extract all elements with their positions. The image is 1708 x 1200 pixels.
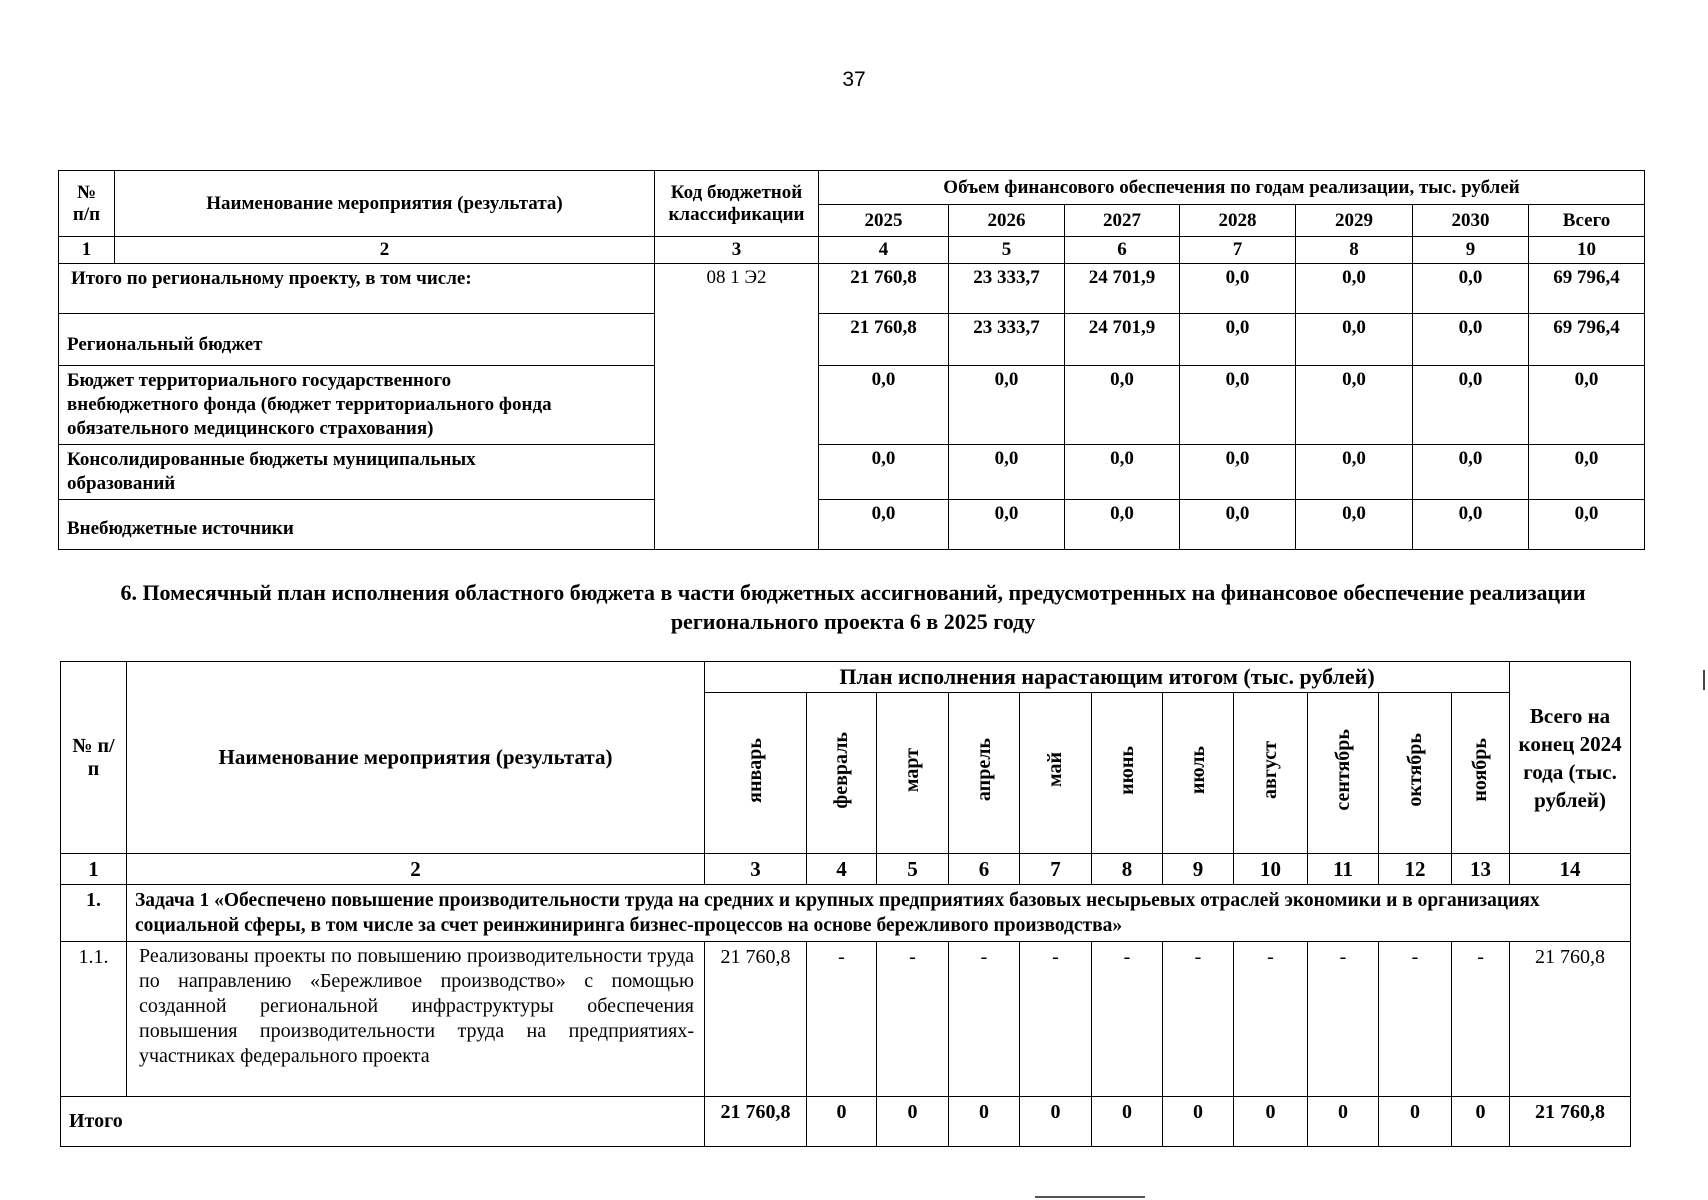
year-header: 2025 [819, 205, 949, 237]
index-cell: 8 [1092, 854, 1163, 885]
month-total: 0 [1379, 1097, 1452, 1147]
value-cell: 0,0 [1180, 366, 1296, 445]
index-cell: 5 [949, 237, 1065, 264]
footer-line [1035, 1196, 1145, 1198]
month-total: 0 [807, 1097, 877, 1147]
value-cell: 0,0 [949, 500, 1065, 550]
month-value: - [1092, 942, 1163, 1097]
month-header [949, 693, 1020, 854]
value-cell: 0,0 [1065, 366, 1180, 445]
value-cell: 0,0 [1529, 366, 1645, 445]
year-header: Всего [1529, 205, 1645, 237]
month-total: 0 [1020, 1097, 1092, 1147]
index-cell: 9 [1413, 237, 1529, 264]
grand-total: 21 760,8 [1510, 1097, 1631, 1147]
value-cell: 0,0 [949, 445, 1065, 500]
month-header [1020, 693, 1092, 854]
col-volume-header: Объем финансового обеспечения по годам реализации, тыс. рублей [819, 171, 1645, 205]
col-total-header: Всего на конец 2024 года (тыс. рублей) [1510, 662, 1631, 854]
index-cell: 4 [819, 237, 949, 264]
index-cell: 12 [1379, 854, 1452, 885]
month-value: - [807, 942, 877, 1097]
monthly-plan-table [60, 661, 1631, 1147]
section-heading: 6. Помесячный план исполнения областного бюджета в части бюджетных ассигнований, предусмотренных на финансовое обеспечение реализации регионального проекта 6 в 2025 году [120, 580, 1586, 634]
index-cell: 10 [1529, 237, 1645, 264]
month-header [1452, 693, 1510, 854]
row-label [59, 366, 655, 445]
total-label: Итого [61, 1097, 705, 1147]
activity-name: Реализованы проекты по повышению производительности труда по направлению «Бережливое производство» с помощью созданной региональной инфраструктуры обеспечения повышения производительности труда на предприятиях-участниках федерального проекта [127, 942, 705, 1097]
month-label: январь [744, 737, 766, 803]
index-cell: 3 [705, 854, 807, 885]
month-total: 0 [1452, 1097, 1510, 1147]
year-header: 2027 [1065, 205, 1180, 237]
value-cell: 0,0 [819, 445, 949, 500]
year-header: 2029 [1296, 205, 1413, 237]
value-cell: 0,0 [1065, 445, 1180, 500]
task-number: 1. [61, 885, 127, 942]
table-row [59, 445, 1645, 500]
month-label: октябрь [1403, 733, 1426, 807]
row-label: Итого по региональному проекту, в том числе: [59, 264, 655, 314]
total-row [61, 1097, 1631, 1147]
month-label: июнь [1115, 745, 1138, 795]
col-num-header: № п/п [61, 662, 127, 854]
value-cell: 0,0 [1529, 445, 1645, 500]
month-total: 0 [1092, 1097, 1163, 1147]
value-cell: 23 333,7 [949, 314, 1065, 366]
value-cell: 0,0 [1296, 264, 1413, 314]
month-header [877, 693, 949, 854]
index-cell: 6 [1065, 237, 1180, 264]
table-row [59, 366, 1645, 445]
month-value: - [1020, 942, 1092, 1097]
value-cell: 0,0 [1296, 500, 1413, 550]
value-cell: 0,0 [1413, 264, 1529, 314]
value-cell: 24 701,9 [1065, 314, 1180, 366]
col-name-header: Наименование мероприятия (результата) [115, 171, 655, 237]
index-cell: 11 [1308, 854, 1379, 885]
month-header [1163, 693, 1234, 854]
index-cell: 7 [1020, 854, 1092, 885]
value-cell: 0,0 [819, 500, 949, 550]
month-label: май [1044, 752, 1066, 788]
index-cell: 9 [1163, 854, 1234, 885]
task-row [61, 885, 1631, 942]
row-label [59, 445, 655, 500]
month-value: - [1452, 942, 1510, 1097]
month-label: август [1259, 741, 1281, 799]
budget-code: 08 1 Э2 [655, 264, 819, 550]
total-value: 21 760,8 [1510, 942, 1631, 1097]
year-header: 2026 [949, 205, 1065, 237]
value-cell: 0,0 [819, 366, 949, 445]
month-header [1234, 693, 1308, 854]
value-cell: 0,0 [1065, 500, 1180, 550]
page-number: 37 [842, 68, 866, 91]
financing-table [58, 170, 1645, 550]
year-header: 2030 [1413, 205, 1529, 237]
index-cell: 1 [59, 237, 115, 264]
value-cell: 23 333,7 [949, 264, 1065, 314]
activity-row [61, 942, 1631, 1097]
row-label-text: Консолидированные бюджеты муниципальных образований [67, 449, 476, 494]
month-value: - [1379, 942, 1452, 1097]
index-cell: 4 [807, 854, 877, 885]
row-label: Внебюджетные источники [59, 500, 655, 550]
value-cell: 0,0 [949, 366, 1065, 445]
index-cell: 3 [655, 237, 819, 264]
month-label: март [901, 747, 923, 793]
index-cell: 5 [877, 854, 949, 885]
row-label-text: Бюджет территориального государственного внебюджетного фонда (бюджет территориального фонда обязательного медицинского страхования) [67, 370, 552, 439]
col-num-header: № п/п [59, 171, 115, 237]
activity-number: 1.1. [61, 942, 127, 1097]
month-total: 0 [949, 1097, 1020, 1147]
value-cell: 24 701,9 [1065, 264, 1180, 314]
table-row [59, 264, 1645, 314]
col-code-header: Код бюджетной классификации [655, 171, 819, 237]
value-cell: 21 760,8 [819, 314, 949, 366]
value-cell: 0,0 [1180, 314, 1296, 366]
month-value: - [1308, 942, 1379, 1097]
col-name-header: Наименование мероприятия (результата) [127, 662, 705, 854]
month-total: 0 [1308, 1097, 1379, 1147]
index-cell: 1 [61, 854, 127, 885]
value-cell: 0,0 [1180, 445, 1296, 500]
row-label: Региональный бюджет [59, 314, 655, 366]
value-cell: 21 760,8 [819, 264, 949, 314]
month-label: апрель [972, 738, 995, 802]
month-label: июль [1186, 745, 1209, 795]
month-header [1308, 693, 1379, 854]
index-cell: 14 [1510, 854, 1631, 885]
value-cell: 0,0 [1413, 445, 1529, 500]
value-cell: 0,0 [1180, 500, 1296, 550]
month-label: сентябрь [1331, 729, 1354, 811]
month-total: 21 760,8 [705, 1097, 807, 1147]
index-cell: 7 [1180, 237, 1296, 264]
month-header [1379, 693, 1452, 854]
month-total: 0 [877, 1097, 949, 1147]
month-value: - [1163, 942, 1234, 1097]
year-header: 2028 [1180, 205, 1296, 237]
table-row [59, 500, 1645, 550]
value-cell: 0,0 [1529, 500, 1645, 550]
month-value: 21 760,8 [705, 942, 807, 1097]
month-header [1092, 693, 1163, 854]
month-header [807, 693, 877, 854]
month-value: - [1234, 942, 1308, 1097]
scan-edge-mark [1703, 670, 1705, 690]
table-row [59, 314, 1645, 366]
month-value: - [877, 942, 949, 1097]
value-cell: 69 796,4 [1529, 314, 1645, 366]
task-description: Задача 1 «Обеспечено повышение производительности труда на средних и крупных предприятиях базовых несырьевых отраслей экономики и в организациях социальной сферы, в том числе за счет реинжиниринга бизнес-процессов на основе бережливого производства» [127, 885, 1631, 942]
value-cell: 0,0 [1413, 366, 1529, 445]
value-cell: 69 796,4 [1529, 264, 1645, 314]
index-cell: 8 [1296, 237, 1413, 264]
index-cell: 6 [949, 854, 1020, 885]
value-cell: 0,0 [1413, 314, 1529, 366]
plan-header: План исполнения нарастающим итогом (тыс. рублей) [705, 662, 1510, 693]
month-total: 0 [1234, 1097, 1308, 1147]
month-label: февраль [830, 731, 852, 809]
value-cell: 0,0 [1296, 445, 1413, 500]
index-cell: 2 [127, 854, 705, 885]
index-cell: 2 [115, 237, 655, 264]
value-cell: 0,0 [1296, 314, 1413, 366]
index-cell: 13 [1452, 854, 1510, 885]
month-total: 0 [1163, 1097, 1234, 1147]
value-cell: 0,0 [1180, 264, 1296, 314]
month-header [705, 693, 807, 854]
value-cell: 0,0 [1296, 366, 1413, 445]
value-cell: 0,0 [1413, 500, 1529, 550]
month-value: - [949, 942, 1020, 1097]
index-cell: 10 [1234, 854, 1308, 885]
month-label: ноябрь [1469, 738, 1492, 802]
